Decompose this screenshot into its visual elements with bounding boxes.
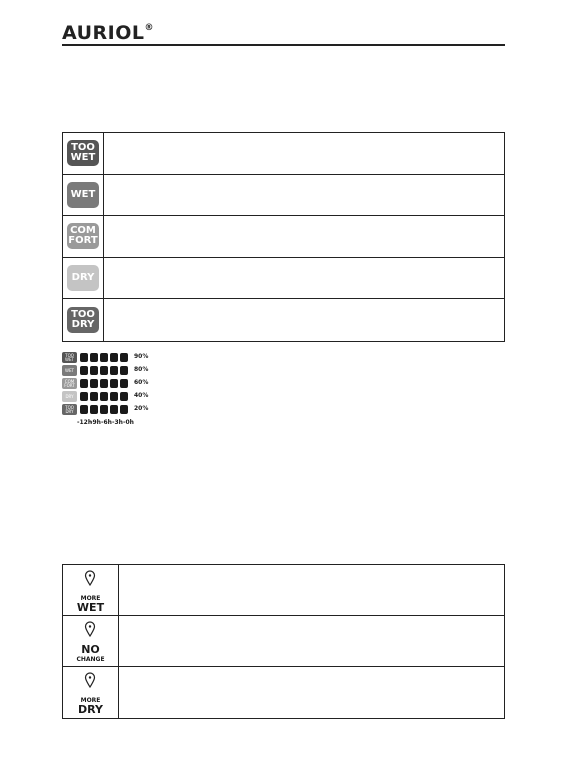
- history-time-label: -0h: [123, 419, 134, 426]
- history-segment: [110, 379, 118, 388]
- trend-symbol-cell: [63, 616, 118, 666]
- history-segment: [80, 379, 88, 388]
- humidity-level-table: [62, 132, 505, 342]
- trend-small-top: MORE: [80, 595, 101, 602]
- too-dry-badge: [67, 307, 99, 333]
- history-segment: [120, 392, 128, 401]
- drop-icon: [84, 570, 96, 586]
- badge-line1: COM: [70, 225, 96, 237]
- history-badge-l1: DRY: [65, 393, 74, 399]
- history-segment: [90, 366, 98, 375]
- trend-symbol-cell: [63, 565, 118, 615]
- history-row: [62, 378, 172, 389]
- badge-line1: DRY: [71, 272, 95, 284]
- history-time-label: -9h: [90, 419, 101, 426]
- history-badge-l1: TOO: [65, 352, 74, 358]
- history-percent: 20%: [134, 405, 149, 412]
- history-segment: [100, 405, 108, 414]
- cell-divider: [118, 667, 119, 718]
- history-segment: [100, 366, 108, 375]
- history-row: [62, 404, 172, 415]
- trend-row: [63, 667, 504, 718]
- history-segment: [90, 392, 98, 401]
- history-percent: 80%: [134, 366, 149, 373]
- registered-mark: ®: [144, 22, 155, 33]
- badge-line1: TOO: [71, 142, 95, 154]
- badge-line1: TOO: [71, 309, 95, 321]
- history-percent: 90%: [134, 353, 149, 360]
- history-badge: [62, 404, 77, 415]
- badge-line2: WET: [70, 152, 96, 164]
- humidity-row: [63, 133, 504, 175]
- wet-badge: [67, 182, 99, 208]
- history-segment: [80, 353, 88, 362]
- history-time-label: -12h: [77, 419, 93, 426]
- history-badge-l1: TOO: [65, 404, 74, 410]
- trend-big-label: NO: [81, 643, 100, 656]
- history-segment: [110, 405, 118, 414]
- humidity-row: [63, 216, 504, 258]
- history-time-label: -6h: [101, 419, 112, 426]
- history-segment: [80, 392, 88, 401]
- history-segment: [90, 405, 98, 414]
- drop-icon: [84, 621, 96, 637]
- history-segment: [100, 392, 108, 401]
- history-badge-l2: DRY: [65, 408, 74, 414]
- history-segment: [110, 392, 118, 401]
- dry-badge: [67, 265, 99, 291]
- history-segment: [80, 405, 88, 414]
- cell-divider: [103, 258, 104, 299]
- trend-big-label: WET: [76, 601, 105, 614]
- too-wet-badge: [67, 140, 99, 166]
- humidity-row: [63, 299, 504, 341]
- badge-line2: DRY: [71, 319, 95, 331]
- history-percent: 60%: [134, 379, 149, 386]
- history-badge-l2: FORT: [64, 382, 75, 388]
- cell-divider: [118, 565, 119, 615]
- cell-divider: [103, 175, 104, 216]
- humidity-history-display: [62, 352, 172, 428]
- history-badge: [62, 365, 77, 376]
- history-badge: [62, 352, 77, 363]
- history-row: [62, 391, 172, 402]
- history-segment: [120, 379, 128, 388]
- cell-divider: [103, 133, 104, 174]
- comfort-badge: [67, 223, 99, 249]
- history-segment: [90, 353, 98, 362]
- badge-line1: WET: [70, 188, 96, 200]
- trend-symbol-cell: [63, 667, 118, 718]
- badge-line2: FORT: [68, 235, 98, 247]
- history-percent: 40%: [134, 392, 149, 399]
- history-segment: [110, 353, 118, 362]
- cell-divider: [118, 616, 119, 666]
- brand-name: AURIOL: [62, 22, 145, 44]
- history-segment: [120, 366, 128, 375]
- brand-logo: [62, 22, 154, 44]
- history-time-label: -3h: [112, 419, 123, 426]
- humidity-trend-table: [62, 564, 505, 719]
- trend-row: [63, 616, 504, 667]
- history-segment: [100, 379, 108, 388]
- trend-row: [63, 565, 504, 616]
- history-segment: [100, 353, 108, 362]
- history-row: [62, 365, 172, 376]
- history-segment: [120, 405, 128, 414]
- humidity-row: [63, 258, 504, 300]
- trend-small-top: MORE: [80, 697, 101, 704]
- history-badge-l1: COM: [64, 378, 75, 384]
- trend-small-bottom: CHANGE: [76, 656, 105, 663]
- cell-divider: [103, 299, 104, 341]
- history-badge: [62, 378, 77, 389]
- cell-divider: [103, 216, 104, 257]
- history-segment: [90, 379, 98, 388]
- history-segment: [80, 366, 88, 375]
- history-badge: [62, 391, 77, 402]
- history-badge-l1: WET: [65, 367, 74, 373]
- history-row: [62, 352, 172, 363]
- history-segment: [120, 353, 128, 362]
- trend-big-label: DRY: [78, 703, 103, 716]
- history-badge-l2: WET: [65, 356, 74, 362]
- drop-icon: [84, 672, 96, 688]
- history-segment: [110, 366, 118, 375]
- humidity-row: [63, 175, 504, 217]
- header-rule: [62, 44, 505, 46]
